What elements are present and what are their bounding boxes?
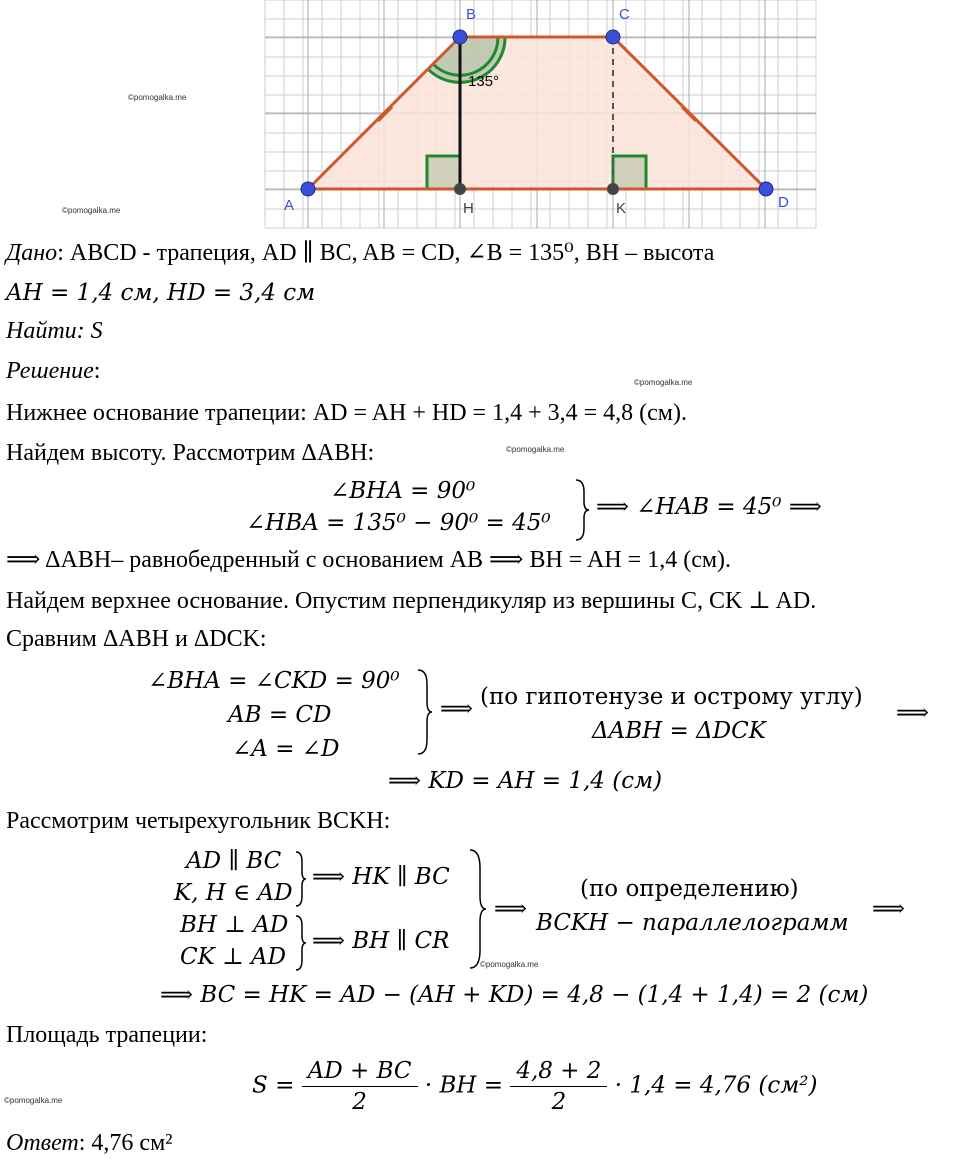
sys3-cd: ⟹ BH ∥ CR bbox=[312, 928, 450, 954]
point-b bbox=[453, 30, 467, 44]
sys3-conclusion: BCKH − параллелограмм bbox=[536, 910, 849, 936]
area-den-1: 2 bbox=[352, 1089, 367, 1115]
sys3-a: AD ∥ BC bbox=[186, 848, 282, 874]
line-compare: Сравним ΔABH и ΔDCK: bbox=[6, 626, 267, 652]
area-num-1: AD + BC bbox=[302, 1058, 418, 1087]
brace-small-2 bbox=[294, 914, 308, 972]
line-area: Площадь трапеции: bbox=[6, 1022, 208, 1048]
brace-small-1 bbox=[294, 850, 308, 908]
area-s: S = bbox=[252, 1072, 295, 1099]
line-height: Найдем высоту. Рассмотрим ΔABH: bbox=[6, 440, 375, 466]
label-h: H bbox=[463, 200, 474, 217]
area-formula bbox=[252, 1058, 817, 1115]
sys2-b: AB = CD bbox=[228, 702, 332, 728]
area-num-2: 4,8 + 2 bbox=[510, 1058, 607, 1087]
sys2-implies: ⟹ bbox=[440, 696, 473, 722]
label-a: A bbox=[284, 197, 295, 214]
brace-right-1 bbox=[574, 478, 590, 542]
point-a bbox=[301, 182, 315, 196]
given-text: : ABCD - трапеция, AD ∥ BC, AB = CD, ∠B = 135⁰, BH – высота bbox=[57, 240, 715, 266]
sys2-reason: (по гипотенузе и острому углу) bbox=[480, 684, 863, 710]
area-den-2: 2 bbox=[551, 1089, 567, 1115]
watermark: ©pomogalka.me bbox=[480, 960, 539, 969]
sys3-implies: ⟹ bbox=[494, 896, 527, 922]
given-line-1 bbox=[6, 238, 714, 267]
sys3-result: ⟹ BC = HK = AD − (AH + KD) = 4,8 − (1,4 + 1,4) = 2 (см) bbox=[160, 982, 869, 1008]
label-d: D bbox=[778, 194, 789, 211]
area-end: · 1,4 = 4,76 (см²) bbox=[614, 1072, 818, 1099]
watermark: ©pomogalka.me bbox=[4, 1096, 63, 1105]
line-quadrilateral: Рассмотрим четырехугольник BCKH: bbox=[6, 808, 391, 834]
solution-label: Решение bbox=[6, 358, 94, 384]
area-fraction-2 bbox=[510, 1058, 607, 1115]
watermark: ©pomogalka.me bbox=[634, 378, 693, 387]
watermark: ©pomogalka.me bbox=[506, 445, 565, 454]
find-line: Найти: S bbox=[6, 318, 103, 344]
point-h bbox=[454, 183, 466, 195]
point-k bbox=[607, 183, 619, 195]
label-k: K bbox=[616, 200, 627, 217]
area-fraction-1 bbox=[302, 1058, 418, 1115]
sys1-a: ∠BHA = 90⁰ bbox=[330, 478, 476, 504]
right-angle-h bbox=[427, 156, 460, 189]
brace-right-3 bbox=[468, 848, 488, 970]
sys2-result: ⟹ KD = AH = 1,4 (см) bbox=[388, 768, 663, 794]
sys3-b: K, H ∈ AD bbox=[174, 880, 293, 906]
point-d bbox=[759, 182, 773, 196]
label-b: B bbox=[466, 6, 477, 23]
sys3-ab: ⟹ HK ∥ BC bbox=[312, 864, 450, 890]
solution-line: Решение: bbox=[6, 358, 101, 384]
given-label: Дано bbox=[6, 240, 58, 266]
sys1-result: ⟹ ∠HAB = 45⁰ ⟹ bbox=[596, 494, 822, 520]
sys3-reason: (по определению) bbox=[580, 876, 799, 902]
trapezoid-figure bbox=[0, 0, 960, 232]
line-perpendicular: Найдем верхнее основание. Опустим перпендикуляр из вершины C, CK ⊥ AD. bbox=[6, 588, 817, 614]
sys2-implies-2: ⟹ bbox=[896, 700, 929, 726]
watermark: ©pomogalka.me bbox=[62, 206, 121, 215]
watermark: ©pomogalka.me bbox=[128, 93, 187, 102]
area-mid: · BH = bbox=[424, 1072, 504, 1099]
answer-label: Ответ bbox=[6, 1130, 79, 1156]
sys2-a: ∠BHA = ∠CKD = 90⁰ bbox=[148, 668, 400, 694]
sys3-implies-2: ⟹ bbox=[872, 896, 905, 922]
point-c bbox=[606, 30, 620, 44]
sys3-c: BH ⊥ AD bbox=[180, 912, 289, 938]
sys1-b: ∠HBA = 135⁰ − 90⁰ = 45⁰ bbox=[246, 510, 551, 536]
brace-right-2 bbox=[416, 668, 434, 756]
line-isosceles: ⟹ ΔABH– равнобедренный с основанием AB ⟹ BH = AH = 1,4 (см). bbox=[6, 547, 732, 573]
answer-value: : 4,76 см² bbox=[78, 1130, 173, 1156]
label-c: C bbox=[619, 6, 630, 23]
answer-line bbox=[6, 1130, 172, 1157]
right-angle-k bbox=[613, 156, 646, 189]
sys2-conclusion: ΔABH = ΔDCK bbox=[592, 718, 766, 744]
sys3-d: CK ⊥ AD bbox=[180, 944, 287, 970]
angle-label: 135° bbox=[468, 73, 500, 90]
sys2-c: ∠A = ∠D bbox=[232, 736, 340, 762]
line-base: Нижнее основание трапеции: AD = AH + HD = 1,4 + 3,4 = 4,8 (см). bbox=[6, 400, 687, 426]
given-line-2: AH = 1,4 см, HD = 3,4 см bbox=[6, 280, 316, 306]
